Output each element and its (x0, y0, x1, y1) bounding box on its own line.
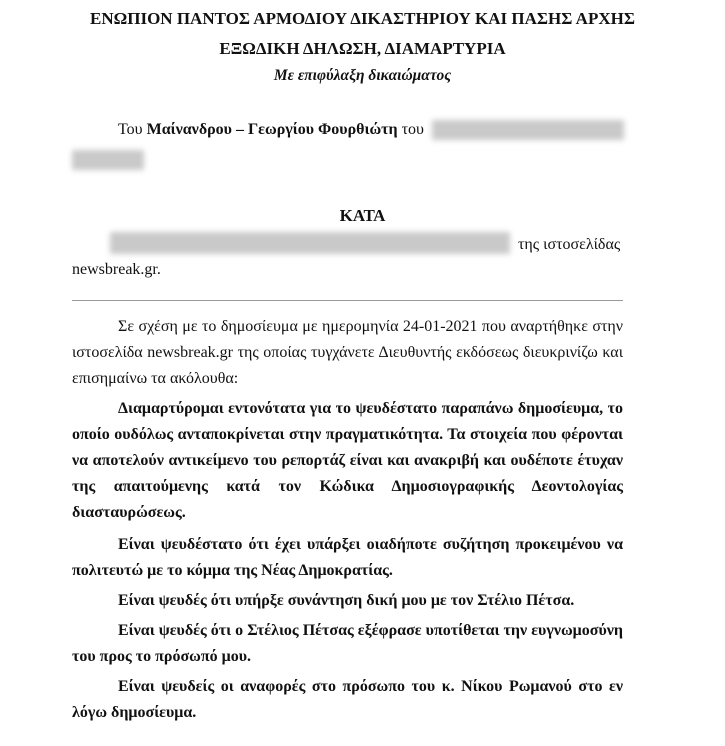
redacted-block (72, 150, 144, 170)
para-line: Είναι ψευδές ότι υπήρξε συνάντηση δική μου με τον Στέλιο Πέτσα. (118, 592, 575, 609)
from-suffix: του (401, 121, 424, 138)
para-line: Είναι ψευδέστατο ότι έχει υπάρξει οιαδήποτε συζήτηση προκειμένου να (118, 536, 623, 553)
para-line: της απαιτούμενης κατά τον Κώδικα Δημοσιογραφικής Δεοντολογίας (72, 478, 623, 495)
intro-line: Σε σχέση με το δημοσίευμα με ημερομηνία 24-01-2021 που αναρτήθηκε στην (118, 318, 623, 335)
para-line: διασταυρώσεως. (72, 504, 186, 521)
header-line-3: Με επιφύλαξη δικαιώματος (273, 67, 452, 84)
para-line: του προς το πρόσωπό μου. (72, 648, 251, 665)
against-site-text: της ιστοσελίδας (518, 236, 621, 253)
para-line: Είναι ψευδείς οι αναφορές στο πρόσωπο του κ. Νίκου Ρωμανού στο εν (118, 678, 623, 695)
para-line: οποίο ουδόλως ανταποκρίνεται στην πραγματικότητα. Τα στοιχεία που φέρονται (72, 426, 623, 443)
para-line: να αποτελούν αντικείμενο του ρεπορτάζ είναι και ανακριβή και ουδέποτε έτυχαν (72, 452, 623, 469)
para-line: Διαμαρτύρομαι εντονότατα για το ψευδέστατο παραπάνω δημοσίευμα, το (118, 400, 623, 417)
header-line-2: ΕΞΩΔΙΚΗ ΔΗΛΩΣΗ, ΔΙΑΜΑΡΤΥΡΙΑ (219, 39, 506, 58)
para-line: λόγω δημοσίευμα. (72, 704, 197, 721)
redacted-block (432, 120, 624, 140)
intro-line: ιστοσελίδα newsbreak.gr της οποίας τυγχάνετε Διευθυντής εκδόσεως διευκρινίζω και (72, 344, 623, 361)
redacted-block (110, 232, 510, 254)
from-name: Μαίνανδρου – Γεωργίου Φουρθιώτη (146, 121, 398, 138)
intro-line: επισημαίνω τα ακόλουθα: (72, 370, 239, 387)
divider (72, 300, 623, 301)
para-line: Είναι ψευδές ότι ο Στέλιος Πέτσας εξέφρασε υποτίθεται την ευγνωμοσύνη (118, 622, 623, 639)
from-line (118, 121, 424, 139)
against-title: ΚΑΤΑ (339, 206, 386, 225)
header-line-1: ΕΝΩΠΙΟΝ ΠΑΝΤΟΣ ΑΡΜΟΔΙΟΥ ΔΙΚΑΣΤΗΡΙΟΥ ΚΑΙ ΠΑΣΗΣ ΑΡΧΗΣ (90, 9, 635, 28)
against-site: newsbreak.gr. (72, 261, 161, 278)
from-prefix: Του (118, 121, 143, 138)
para-line: πολιτευτώ με το κόμμα της Νέας Δημοκρατίας. (72, 562, 393, 579)
